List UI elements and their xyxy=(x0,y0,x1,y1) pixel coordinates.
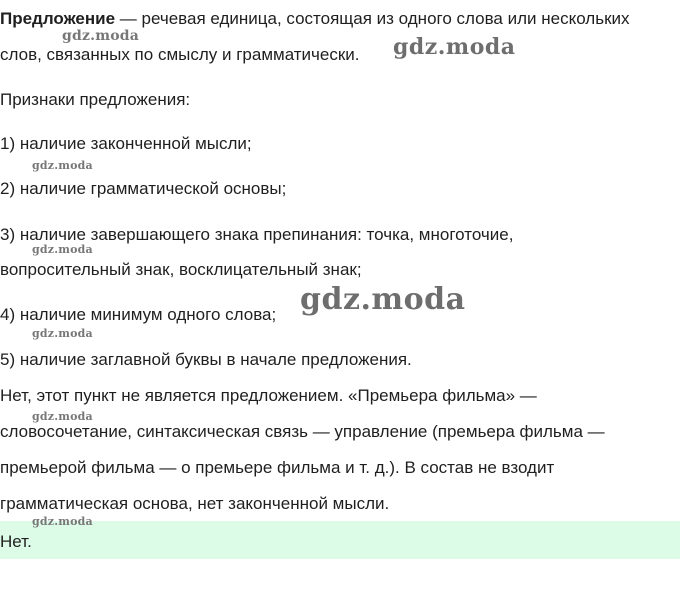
definition-term: Предложение xyxy=(0,9,116,28)
definition-line-1 xyxy=(0,8,630,30)
feature-item-4: 4) наличие минимум одного слова; xyxy=(0,305,277,324)
watermark-logo: gdz.moda xyxy=(393,34,516,60)
features-heading: Признаки предложения: xyxy=(0,90,191,109)
answer-text: Нет. xyxy=(0,532,32,551)
watermark-logo: gdz.moda xyxy=(32,327,93,340)
feature-item-1: 1) наличие законченной мысли; xyxy=(0,134,252,153)
watermark-logo: gdz.moda xyxy=(300,282,466,317)
explanation-line-4: грамматическая основа, нет законченной мысли. xyxy=(0,494,390,513)
watermark-logo: gdz.moda xyxy=(32,243,93,256)
definition-text: — речевая единица, состоящая из одного слова или нескольких xyxy=(115,9,630,28)
watermark-logo: gdz.moda xyxy=(62,28,140,44)
explanation-line-2: словосочетание, синтаксическая связь — управление (премьера фильма — xyxy=(0,422,605,441)
feature-item-2: 2) наличие грамматической основы; xyxy=(0,179,287,198)
watermark-logo: gdz.moda xyxy=(32,159,93,172)
answer-highlight xyxy=(0,521,680,559)
feature-item-3-continuation: вопросительный знак, восклицательный знак; xyxy=(0,260,362,279)
feature-item-5: 5) наличие заглавной буквы в начале предложения. xyxy=(0,350,412,369)
watermark-logo: gdz.moda xyxy=(32,410,93,423)
definition-line-2: слов, связанных по смыслу и грамматически. xyxy=(0,45,360,64)
explanation-line-1: Нет, этот пункт не является предложением. «Премьера фильма» — xyxy=(0,386,537,405)
explanation-line-3: премьерой фильма — о премьере фильма и т. д.). В состав не взодит xyxy=(0,458,555,477)
watermark-logo: gdz.moda xyxy=(32,515,93,528)
feature-item-3: 3) наличие завершающего знака препинания: точка, многоточие, xyxy=(0,225,514,244)
